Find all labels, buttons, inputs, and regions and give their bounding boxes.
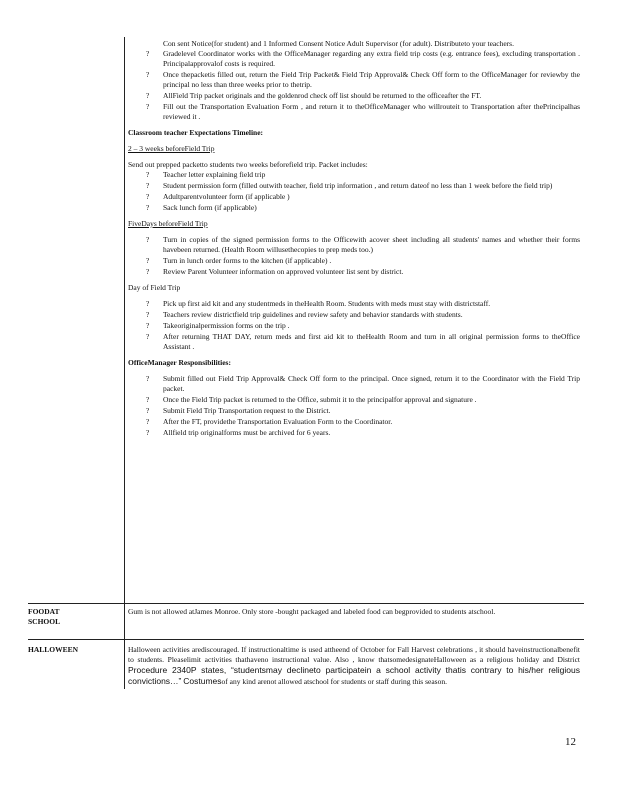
bullet-icon: ? [146,102,150,111]
bullet-icon: ? [146,170,150,179]
bullet-icon: ? [146,310,150,319]
bullet-icon: ? [146,70,150,79]
top-bullet-list [128,49,580,122]
list-item: ? Takeoriginalpermission forms on the trip . [146,321,290,330]
column-divider [124,37,125,689]
list-item: ? Pick up first aid kit and any studentmeds in theHealth Room. Students with meds must stay with districtstaff. [146,299,491,308]
list-item: ? Submit Field Trip Transportation request to the District. [146,406,331,415]
bullet-icon: ? [146,406,150,415]
halloween-row-label: HALLOWEEN [28,645,79,654]
list-item: ? Fill out the Transportation Evaluation Form , and return it to theOfficeManager who willrouteit to Transportation after thePrincipalhas reviewed it . [146,102,580,121]
costumes-word: Costumes [183,676,222,686]
bullet-icon: ? [146,428,150,437]
halloween-row-text: Halloween activities arediscouraged. If instructionaltime is used attheend of October for Fall Harvest celebrations , it should haveinstructionalbenefit to students. Pleaselimit activities thathaveno instructional value. Also , know thatsomedesignateHalloween as a religious holiday and District Procedure 2340P states, “studentsmay declineto participatein a school activity thatis contrary to his/her religious convictions…” Costumesof any kind arenot allowed atschool for students or staff during this season. [128,645,580,686]
weeks-heading: 2 – 3 weeks beforeField Trip [128,144,215,153]
page-number: 12 [565,736,576,748]
bullet-icon: ? [146,395,150,404]
list-item: ? Submit filled out Field Trip Approval& Check Off form to the principal. Once signed, return it to the Coordinator with the Field Trip packet. [146,374,580,393]
bullet-icon: ? [146,203,150,212]
bullet-icon: ? [146,91,150,100]
day-of-heading: Day of Field Trip [128,283,181,292]
bullet-icon: ? [146,332,150,341]
row-divider [28,603,584,604]
bullet-icon: ? [146,256,150,265]
food-row-label: FOODAT SCHOOL [28,607,61,626]
food-row-text: Gum is not allowed atJames Monroe. Only store -bought packaged and labeled food can begprovided to students atschool. [128,607,496,616]
list-item: ? Sack lunch form (if applicable) [146,203,257,212]
send-out-text: Send out prepped packetto students two weeks beforefield trip. Packet includes: [128,160,368,169]
list-item: ? Adultparentvolunteer form (if applicable ) [146,192,290,201]
procedure-quote: Procedure 2340P states, “studentsmay declineto participatein a school activity thatis contrary to his/her religious convictions…” [128,665,580,686]
list-item: ? Teachers review districtfield trip guidelines and review safety and behavior standards with students. [146,310,463,319]
bullet-icon: ? [146,49,150,58]
list-item: ? Allfield trip originalforms must be archived for 6 years. [146,428,331,437]
row-divider [28,639,584,640]
list-item: ? After returning THAT DAY, return meds and first aid kit to theHealth Room and turn in all original permission forms to theOffice Assistant . [146,332,580,351]
office-bullet-list [128,374,580,438]
classroom-heading: Classroom teacher Expectations Timeline: [128,128,264,137]
list-item: ? Once thepacketis filled out, return the Field Trip Packet& Field Trip Approval& Check Off form to the OfficeManager for reviewby the principal no less than three weeks prior to thetrip. [146,70,580,89]
bullet-icon: ? [146,267,150,276]
office-heading: OfficeManager Responsibilities: [128,358,231,367]
list-item: ? Teacher letter explaining field trip [146,170,266,179]
bullet-icon: ? [146,321,150,330]
field-trip-content [128,39,580,439]
list-item: ? Gradelevel Coordinator works with the OfficeManager regarding any extra field trip costs (e.g. entrance fees), excluding transportation . Principalapprovalof costs is required. [146,49,580,68]
list-item: ? Review Parent Volunteer information on approved volunteer list sent by district. [146,267,404,276]
list-item: ? Turn in lunch order forms to the kitchen (if applicable) . [146,256,332,265]
list-item: ? Student permission form (filled outwith teacher, field trip information , and return dateof no less than 1 week before the field trip) [146,181,553,190]
bullet-icon: ? [146,235,150,244]
continuation-text: Con sent Notice(for student) and 1 Informed Consent Notice Adult Supervisor (for adult). Distributeto your teachers. [163,39,514,48]
bullet-icon: ? [146,192,150,201]
five-days-bullet-list [128,235,580,277]
day-of-bullet-list [128,299,580,352]
weeks-bullet-list [128,170,580,213]
five-days-heading: FiveDays beforeField Trip [128,219,208,228]
list-item: ? After the FT, providethe Transportation Evaluation Form to the Coordinator. [146,417,393,426]
bullet-icon: ? [146,181,150,190]
bullet-icon: ? [146,374,150,383]
bullet-icon: ? [146,417,150,426]
list-item: ? Once the Field Trip packet is returned to the Office, submit it to the principalfor approval and signature . [146,395,477,404]
list-item: ? Turn in copies of the signed permission forms to the Officewith acover sheet including all students' names and whether their forms havebeen returned. (Health Room willusethecopies to prep meds too.) [146,235,580,254]
list-item: ? AllField Trip packet originals and the goldenrod check off list should be returned to the officeafter the FT. [146,91,482,100]
bullet-icon: ? [146,299,150,308]
